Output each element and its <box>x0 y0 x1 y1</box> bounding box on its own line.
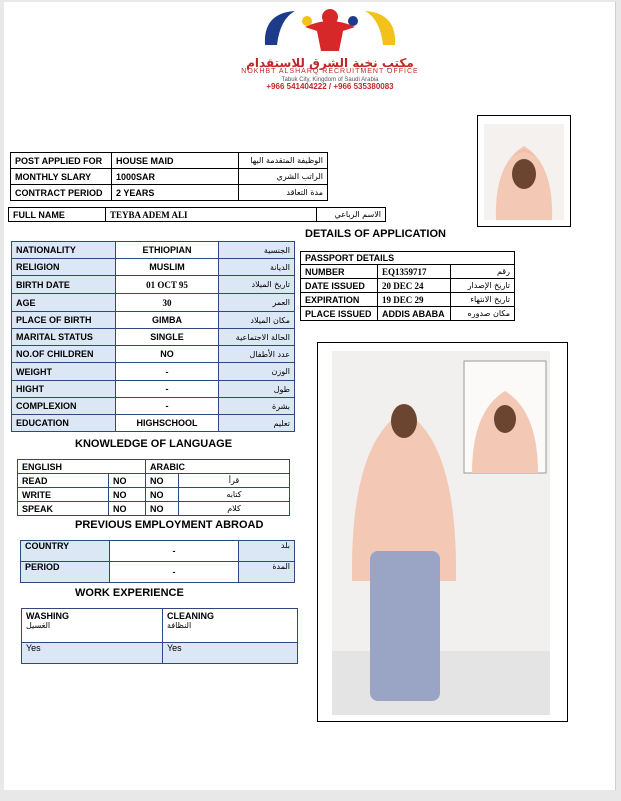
birthdate-arabic: تاريخ الميلاد <box>219 276 295 294</box>
table-row <box>301 265 515 279</box>
table-row <box>11 169 328 185</box>
table-row <box>21 562 295 583</box>
salary-arabic: الراتب الشري <box>239 169 328 185</box>
read-label: READ <box>18 474 109 488</box>
children-value: NO <box>116 346 219 363</box>
table-row <box>12 381 295 398</box>
passport-number-value: EQ1359717 <box>378 265 451 279</box>
salary-label: MONTHLY SLARY <box>11 169 112 185</box>
table-row <box>12 346 295 363</box>
table-row <box>12 242 295 259</box>
height-arabic: طول <box>219 381 295 398</box>
complexion-arabic: بشرة <box>219 398 295 415</box>
cleaning-value: Yes <box>163 643 298 664</box>
marital-label: MARITAL STATUS <box>12 329 116 346</box>
passport-issued-arabic: تاريخ الإصدار <box>451 279 515 293</box>
table-row <box>12 276 295 294</box>
birthplace-arabic: مكان الميلاد <box>219 312 295 329</box>
table-row <box>12 363 295 381</box>
children-arabic: عدد الأطفال <box>219 346 295 363</box>
table-row <box>12 398 295 415</box>
birthplace-label: PLACE OF BIRTH <box>12 312 116 329</box>
experience-table <box>21 608 298 664</box>
children-label: NO.OF CHILDREN <box>12 346 116 363</box>
table-row <box>18 502 290 516</box>
weight-label: WEIGHT <box>12 363 116 381</box>
age-value: 30 <box>116 294 219 312</box>
full-name-value: TEYBA ADEM ALI <box>106 208 317 222</box>
table-row <box>18 460 290 474</box>
contract-arabic: مدة التعاقد <box>239 185 328 201</box>
marital-arabic: الحالة الاجتماعية <box>219 329 295 346</box>
salary-value: 1000SAR <box>112 169 239 185</box>
period-value: - <box>110 562 239 583</box>
washing-value: Yes <box>22 643 163 664</box>
height-value: - <box>116 381 219 398</box>
details-table <box>11 241 295 432</box>
table-row <box>301 307 515 321</box>
office-address: Tabuk City, Kingdom of Saudi Arabia <box>281 77 379 83</box>
nationality-value: ETHIOPIAN <box>116 242 219 259</box>
marital-value: SINGLE <box>116 329 219 346</box>
full-name-label: FULL NAME <box>9 208 106 222</box>
office-english-name: NOKHBT ALSHARQ RECRUITMENT OFFICE <box>241 68 419 75</box>
weight-value: - <box>116 363 219 381</box>
religion-value: MUSLIM <box>116 259 219 276</box>
full-name-arabic: الاسم الرباعي <box>317 208 386 222</box>
arabic-header: ARABIC <box>146 460 290 474</box>
read-english: NO <box>109 474 146 488</box>
passport-place-label: PLACE ISSUED <box>301 307 378 321</box>
office-phones: +966 541404222 / +966 535380083 <box>266 82 394 91</box>
full-name-table <box>8 207 386 222</box>
passport-expiry-arabic: تاريخ الانتهاء <box>451 293 515 307</box>
passport-title: PASSPORT DETAILS <box>301 252 515 265</box>
table-row <box>22 643 298 664</box>
table-row <box>22 609 298 643</box>
passport-photo <box>477 115 571 227</box>
portrait-icon <box>484 124 564 220</box>
write-label: WRITE <box>18 488 109 502</box>
washing-arabic: الغسيل <box>26 621 51 630</box>
passport-number-label: NUMBER <box>301 265 378 279</box>
details-title: DETAILS OF APPLICATION <box>305 228 446 240</box>
passport-issued-label: DATE ISSUED <box>301 279 378 293</box>
table-row <box>12 312 295 329</box>
washing-cell <box>22 609 163 643</box>
period-label: PERIOD <box>21 562 110 583</box>
passport-issued-value: 20 DEC 24 <box>378 279 451 293</box>
birthdate-value: 01 OCT 95 <box>116 276 219 294</box>
cleaning-arabic: النظافة <box>167 621 192 630</box>
passport-place-arabic: مكان صدوره <box>451 307 515 321</box>
complexion-label: COMPLEXION <box>12 398 116 415</box>
country-label: COUNTRY <box>21 541 110 562</box>
employment-title: PREVIOUS EMPLOYMENT ABROAD <box>75 519 264 531</box>
read-arabic-val: NO <box>146 474 179 488</box>
speak-english: NO <box>109 502 146 516</box>
full-body-portrait-icon <box>332 351 550 715</box>
weight-arabic: الوزن <box>219 363 295 381</box>
nationality-arabic: الجنسية <box>219 242 295 259</box>
language-table <box>17 459 290 516</box>
age-label: AGE <box>12 294 116 312</box>
employment-table <box>20 540 295 583</box>
full-body-photo <box>317 342 568 722</box>
education-value: HIGHSCHOOL <box>116 415 219 432</box>
experience-title: WORK EXPERIENCE <box>75 587 184 599</box>
post-label: POST APPLIED FOR <box>11 153 112 169</box>
table-row <box>11 153 328 169</box>
passport-table <box>300 251 515 321</box>
application-table <box>10 152 328 201</box>
passport-expiry-value: 19 DEC 29 <box>378 293 451 307</box>
office-arabic-name: مكتب نخبة الشرق للاستقدام <box>246 56 414 70</box>
cleaning-label: CLEANING <box>167 611 214 621</box>
speak-arabic-val: NO <box>146 502 179 516</box>
contract-value: 2 YEARS <box>112 185 239 201</box>
table-row <box>18 488 290 502</box>
read-arabic: قرأ <box>179 474 290 488</box>
table-row <box>301 279 515 293</box>
religion-arabic: الديانة <box>219 259 295 276</box>
education-arabic: تعليم <box>219 415 295 432</box>
table-row <box>21 541 295 562</box>
table-row <box>11 185 328 201</box>
nationality-label: NATIONALITY <box>12 242 116 259</box>
religion-label: RELIGION <box>12 259 116 276</box>
cleaning-cell <box>163 609 298 643</box>
english-header: ENGLISH <box>18 460 146 474</box>
speak-arabic: كلام <box>179 502 290 516</box>
post-arabic: الوظيفة المتقدمة اليها <box>239 153 328 169</box>
age-arabic: العمر <box>219 294 295 312</box>
country-arabic: بلد <box>239 541 295 562</box>
education-label: EDUCATION <box>12 415 116 432</box>
washing-label: WASHING <box>26 611 70 621</box>
passport-number-arabic: رقم <box>451 265 515 279</box>
office-logo-icon <box>255 5 405 57</box>
table-row <box>301 293 515 307</box>
table-row <box>12 259 295 276</box>
table-row <box>18 474 290 488</box>
birthplace-value: GIMBA <box>116 312 219 329</box>
height-label: HIGHT <box>12 381 116 398</box>
contract-label: CONTRACT PERIOD <box>11 185 112 201</box>
write-english: NO <box>109 488 146 502</box>
birthdate-label: BIRTH DATE <box>12 276 116 294</box>
write-arabic: كتابه <box>179 488 290 502</box>
complexion-value: - <box>116 398 219 415</box>
write-arabic-val: NO <box>146 488 179 502</box>
table-row <box>12 329 295 346</box>
passport-expiry-label: EXPIRATION <box>301 293 378 307</box>
speak-label: SPEAK <box>18 502 109 516</box>
table-row <box>12 415 295 432</box>
country-value: - <box>110 541 239 562</box>
period-arabic: المدة <box>239 562 295 583</box>
language-title: KNOWLEDGE OF LANGUAGE <box>75 438 233 450</box>
post-value: HOUSE MAID <box>112 153 239 169</box>
table-row <box>12 294 295 312</box>
passport-place-value: ADDIS ABABA <box>378 307 451 321</box>
